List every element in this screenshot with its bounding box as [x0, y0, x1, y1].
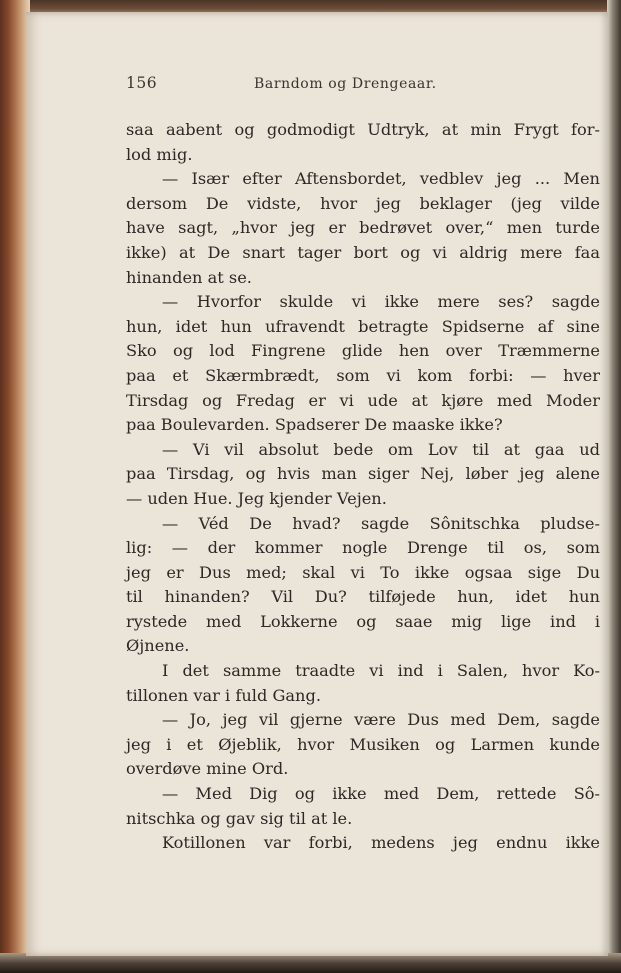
- text-line: have sagt, „hvor jeg er bedrøvet over,“ men turde: [126, 218, 600, 238]
- text-line: jeg er Dus med; skal vi To ikke ogsaa sige Du: [126, 562, 600, 582]
- text-line: Sko og lod Fingrene glide hen over Træmmerne: [126, 341, 600, 361]
- text-line: hinanden at se.: [126, 267, 252, 287]
- text-line: saa aabent og godmodigt Udtryk, at min Frygt for-: [126, 120, 600, 139]
- text-line: dersom De vidste, hvor jeg beklager (jeg vilde: [126, 193, 600, 213]
- text-line: — Især efter Aftensbordet, vedblev jeg ... Men: [162, 169, 600, 189]
- book-right-edge: [607, 0, 621, 973]
- book-page: [26, 12, 608, 956]
- page-header: [126, 74, 584, 96]
- text-line: paa Boulevarden. Spadserer De maaske ikke?: [126, 415, 503, 435]
- text-line: — Hvorfor skulde vi ikke mere ses? sagde: [162, 292, 600, 312]
- text-line: hun, idet hun ufravendt betragte Spidserne af sine: [126, 316, 600, 336]
- text-line: — Véd De hvad? sagde Sônitschka pludse-: [162, 513, 600, 533]
- text-line: paa Tirsdag, og hvis man siger Nej, løber jeg alene: [126, 464, 600, 484]
- body-text: [126, 118, 600, 856]
- text-line: — Vi vil absolut bede om Lov til at gaa ud: [162, 439, 600, 459]
- text-line: paa et Skærmbrædt, som vi kom forbi: — hver: [126, 365, 600, 385]
- text-line: Øjnene.: [126, 636, 190, 656]
- text-line: lig: — der kommer nogle Drenge til os, som: [126, 538, 600, 558]
- text-line: — Jo, jeg vil gjerne være Dus med Dem, sagde: [162, 710, 600, 730]
- text-line: Tirsdag og Fredag er vi ude at kjøre med Moder: [126, 390, 600, 410]
- running-title: Barndom og Drengeaar.: [254, 76, 437, 92]
- text-line: ikke) at De snart tager bort og vi aldrig mere faa: [126, 242, 600, 262]
- text-line: — uden Hue. Jeg kjender Vejen.: [126, 488, 387, 508]
- text-line: nitschka og gav sig til at le.: [126, 808, 353, 828]
- text-line: Kotillonen var forbi, medens jeg endnu ikke: [162, 833, 600, 853]
- text-line: lod mig.: [126, 144, 193, 164]
- book-bottom-edge: [0, 953, 621, 973]
- text-line: rystede med Lokkerne og saae mig lige ind i: [126, 611, 600, 631]
- page-number: 156: [126, 74, 158, 92]
- text-line: til hinanden? Vil Du? tilføjede hun, idet hun: [126, 587, 600, 607]
- text-line: I det samme traadte vi ind i Salen, hvor Ko-: [162, 661, 600, 681]
- text-line: — Med Dig og ikke med Dem, rettede Sô-: [162, 784, 600, 804]
- text-line: jeg i et Øjeblik, hvor Musiken og Larmen kunde: [126, 734, 600, 754]
- text-line: overdøve mine Ord.: [126, 759, 289, 779]
- text-line: tillonen var i fuld Gang.: [126, 685, 321, 705]
